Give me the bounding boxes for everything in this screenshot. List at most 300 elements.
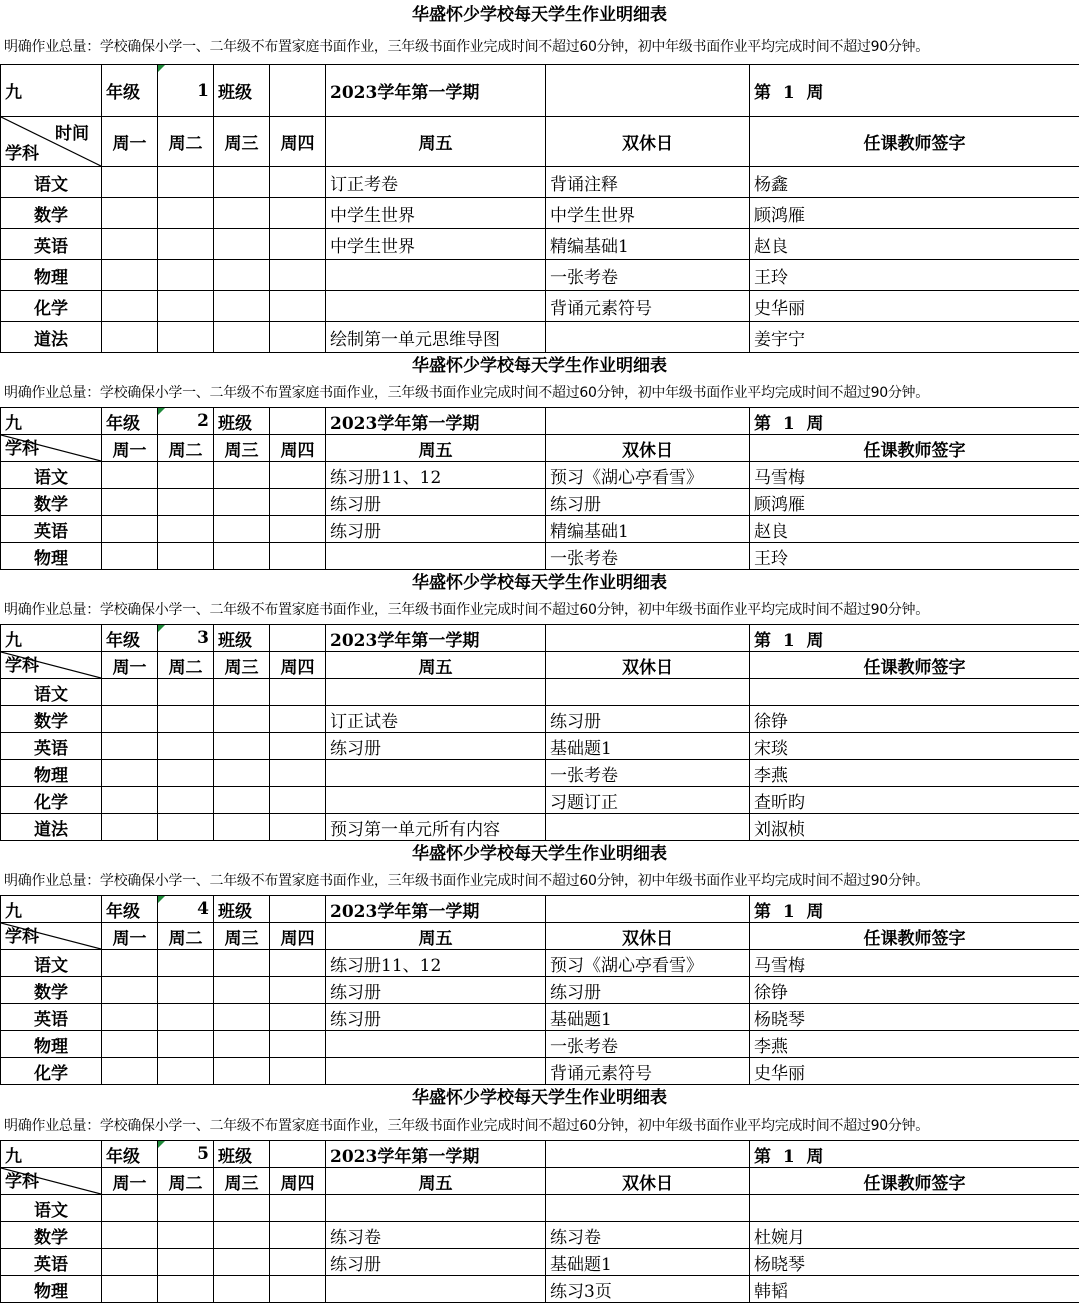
subject-name: 英语 [1,733,102,760]
day-header: 周一 [102,923,158,950]
empty-cell [270,167,326,198]
weekend-homework: 练习3页 [546,1276,750,1303]
subject-row [1,760,1079,787]
homework-table [0,1140,1079,1303]
empty-cell [270,977,326,1004]
weekend-homework: 基础题1 [546,1004,750,1031]
teacher-signature: 姜宇宁 [750,322,1079,353]
day-header: 任课教师签字 [750,435,1079,462]
empty-cell [102,229,158,260]
term-label: 2023学年第一学期 [326,625,546,652]
sheet-title: 华盛怀少学校每天学生作业明细表 [0,1085,1079,1112]
empty-cell [158,260,214,291]
day-header: 周一 [102,1168,158,1195]
weekend-homework: 基础题1 [546,1249,750,1276]
subject-name: 物理 [1,1031,102,1058]
subject-name: 道法 [1,322,102,353]
weekend-homework: 练习册 [546,977,750,1004]
info-row [1,1141,1079,1168]
subject-row [1,543,1079,570]
teacher-signature: 杨晓琴 [750,1249,1079,1276]
subject-row [1,1004,1079,1031]
empty-cell [214,814,270,841]
empty-cell [214,167,270,198]
class-label: 班级 [214,896,270,923]
weekend-homework: 一张考卷 [546,760,750,787]
empty-cell [214,1004,270,1031]
empty-cell [214,760,270,787]
header-row [1,923,1079,950]
day-header: 周二 [158,1168,214,1195]
schedule-block [0,1085,1079,1303]
empty-cell [214,1058,270,1085]
empty-cell [270,1058,326,1085]
empty-cell [158,543,214,570]
subject-name: 化学 [1,291,102,322]
empty-cell [102,198,158,229]
day-header: 周四 [270,1168,326,1195]
teacher-signature: 顾鸿雁 [750,198,1079,229]
teacher-signature: 赵良 [750,516,1079,543]
subject-row [1,260,1079,291]
empty-cell [214,679,270,706]
subject-name: 语文 [1,679,102,706]
homework-table [0,895,1079,1085]
class-label: 班级 [214,65,270,117]
sheet-title: 华盛怀少学校每天学生作业明细表 [0,570,1079,597]
teacher-signature: 宋琰 [750,733,1079,760]
empty-cell [214,977,270,1004]
day-header: 任课教师签字 [750,923,1079,950]
empty-cell [214,198,270,229]
teacher-signature: 查昕昀 [750,787,1079,814]
weekend-homework [546,322,750,353]
weekend-homework: 预习《湖心亭看雪》 [546,950,750,977]
sheet-title: 华盛怀少学校每天学生作业明细表 [0,0,1079,30]
weekend-homework: 背诵元素符号 [546,1058,750,1085]
homework-table [0,64,1079,353]
day-header: 周二 [158,923,214,950]
empty-cell [270,896,326,923]
empty-cell [270,291,326,322]
empty-cell [102,1058,158,1085]
empty-cell [102,1195,158,1222]
empty-cell [270,462,326,489]
empty-cell [102,977,158,1004]
empty-cell [158,1222,214,1249]
empty-cell [102,950,158,977]
weekend-homework: 练习册 [546,489,750,516]
empty-cell [270,1249,326,1276]
friday-homework: 练习册 [326,516,546,543]
friday-homework: 练习册 [326,733,546,760]
empty-cell [102,733,158,760]
subject-row [1,198,1079,229]
day-header: 双休日 [546,117,750,167]
friday-homework [326,679,546,706]
teacher-signature: 杨晓琴 [750,1004,1079,1031]
weekend-homework: 背诵注释 [546,167,750,198]
empty-cell [214,489,270,516]
info-row [1,625,1079,652]
empty-cell [270,760,326,787]
empty-cell [270,516,326,543]
day-header: 周三 [214,435,270,462]
empty-cell [546,65,750,117]
empty-cell [214,1195,270,1222]
empty-cell [158,1249,214,1276]
grade-value: 九 [1,1141,102,1168]
subject-row [1,462,1079,489]
corner-subject-label: 学科 [5,652,39,677]
subject-row [1,322,1079,353]
corner-time-label: 时间 [55,119,89,144]
empty-cell [158,489,214,516]
corner-header [1,923,102,950]
teacher-signature [750,1195,1079,1222]
day-header: 双休日 [546,923,750,950]
subject-row [1,1195,1079,1222]
teacher-signature: 赵良 [750,229,1079,260]
workload-notice: 明确作业总量：学校确保小学一、二年级不布置家庭书面作业，三年级书面作业完成时间不超过60分钟，初中年级书面作业平均完成时间不超过90分钟。 [0,1112,1079,1140]
subject-row [1,1249,1079,1276]
teacher-signature: 杜婉月 [750,1222,1079,1249]
empty-cell [270,950,326,977]
empty-cell [158,1195,214,1222]
empty-cell [158,977,214,1004]
empty-cell [158,291,214,322]
subject-name: 道法 [1,814,102,841]
corner-subject-label: 学科 [5,435,39,460]
subject-row [1,679,1079,706]
subject-row [1,706,1079,733]
day-header: 周四 [270,435,326,462]
subject-row [1,1276,1079,1303]
empty-cell [270,625,326,652]
day-header: 周三 [214,923,270,950]
subject-row [1,787,1079,814]
empty-cell [214,291,270,322]
empty-cell [214,1031,270,1058]
empty-cell [102,291,158,322]
day-header: 任课教师签字 [750,652,1079,679]
subject-row [1,733,1079,760]
class-number: 3 [158,625,214,652]
empty-cell [270,1031,326,1058]
subject-name: 数学 [1,489,102,516]
empty-cell [270,733,326,760]
weekend-homework [546,814,750,841]
empty-cell [102,167,158,198]
subject-name: 物理 [1,760,102,787]
day-header: 周二 [158,652,214,679]
term-label: 2023学年第一学期 [326,896,546,923]
day-header: 双休日 [546,435,750,462]
empty-cell [158,1031,214,1058]
friday-homework: 订正考卷 [326,167,546,198]
subject-row [1,1031,1079,1058]
day-header: 双休日 [546,1168,750,1195]
teacher-signature: 马雪梅 [750,462,1079,489]
term-label: 2023学年第一学期 [326,1141,546,1168]
weekend-homework: 精编基础1 [546,516,750,543]
header-row [1,435,1079,462]
empty-cell [270,198,326,229]
sheet-title: 华盛怀少学校每天学生作业明细表 [0,841,1079,868]
empty-cell [270,706,326,733]
teacher-signature: 徐铮 [750,706,1079,733]
empty-cell [102,679,158,706]
day-header: 周四 [270,652,326,679]
empty-cell [102,322,158,353]
empty-cell [214,1276,270,1303]
week-label: 第 1 周 [750,1141,1079,1168]
teacher-signature: 马雪梅 [750,950,1079,977]
grade-label: 年级 [102,65,158,117]
workload-notice: 明确作业总量：学校确保小学一、二年级不布置家庭书面作业，三年级书面作业完成时间不超过60分钟，初中年级书面作业平均完成时间不超过90分钟。 [0,30,1079,64]
empty-cell [270,229,326,260]
subject-name: 英语 [1,1004,102,1031]
teacher-signature: 史华丽 [750,1058,1079,1085]
friday-homework [326,260,546,291]
subject-row [1,1058,1079,1085]
term-label: 2023学年第一学期 [326,65,546,117]
empty-cell [158,167,214,198]
empty-cell [158,950,214,977]
empty-cell [270,1004,326,1031]
friday-homework [326,291,546,322]
friday-homework: 中学生世界 [326,198,546,229]
friday-homework: 中学生世界 [326,229,546,260]
friday-homework [326,1058,546,1085]
day-header: 周五 [326,435,546,462]
empty-cell [270,322,326,353]
subject-row [1,229,1079,260]
grade-value: 九 [1,65,102,117]
teacher-signature: 徐铮 [750,977,1079,1004]
grade-label: 年级 [102,625,158,652]
friday-homework: 练习册11、12 [326,950,546,977]
class-number: 5 [158,1141,214,1168]
corner-header [1,652,102,679]
empty-cell [158,706,214,733]
empty-cell [214,1222,270,1249]
subject-name: 英语 [1,516,102,543]
empty-cell [270,814,326,841]
class-number: 4 [158,896,214,923]
subject-name: 数学 [1,1222,102,1249]
empty-cell [270,1222,326,1249]
empty-cell [158,1058,214,1085]
day-header: 周五 [326,117,546,167]
workload-notice: 明确作业总量：学校确保小学一、二年级不布置家庭书面作业，三年级书面作业完成时间不超过60分钟，初中年级书面作业平均完成时间不超过90分钟。 [0,379,1079,407]
subject-name: 语文 [1,1195,102,1222]
empty-cell [270,489,326,516]
week-label: 第 1 周 [750,408,1079,435]
empty-cell [214,462,270,489]
friday-homework [326,1276,546,1303]
empty-cell [102,543,158,570]
day-header: 周一 [102,652,158,679]
weekend-homework: 中学生世界 [546,198,750,229]
weekend-homework: 一张考卷 [546,543,750,570]
subject-row [1,977,1079,1004]
weekend-homework: 一张考卷 [546,1031,750,1058]
day-header: 周四 [270,923,326,950]
week-label: 第 1 周 [750,625,1079,652]
empty-cell [270,679,326,706]
schedule-block [0,841,1079,1085]
empty-cell [214,229,270,260]
corner-subject-label: 学科 [5,923,39,948]
friday-homework: 练习册 [326,1004,546,1031]
teacher-signature [750,679,1079,706]
teacher-signature: 韩韬 [750,1276,1079,1303]
weekend-homework: 练习册 [546,706,750,733]
subject-row [1,516,1079,543]
empty-cell [546,625,750,652]
sheet-title: 华盛怀少学校每天学生作业明细表 [0,353,1079,379]
weekend-homework: 基础题1 [546,733,750,760]
empty-cell [158,760,214,787]
teacher-signature: 刘淑桢 [750,814,1079,841]
day-header: 周五 [326,923,546,950]
grade-value: 九 [1,896,102,923]
day-header: 双休日 [546,652,750,679]
empty-cell [546,1141,750,1168]
weekend-homework [546,1195,750,1222]
class-number: 1 [158,65,214,117]
empty-cell [270,543,326,570]
empty-cell [158,229,214,260]
weekend-homework: 一张考卷 [546,260,750,291]
subject-name: 语文 [1,462,102,489]
term-label: 2023学年第一学期 [326,408,546,435]
empty-cell [214,1249,270,1276]
subject-name: 英语 [1,229,102,260]
subject-row [1,489,1079,516]
corner-header [1,117,102,167]
empty-cell [214,950,270,977]
friday-homework [326,760,546,787]
empty-cell [158,679,214,706]
empty-cell [214,733,270,760]
class-label: 班级 [214,625,270,652]
empty-cell [158,733,214,760]
friday-homework: 练习册 [326,489,546,516]
header-row [1,652,1079,679]
day-header: 周三 [214,117,270,167]
empty-cell [270,1141,326,1168]
day-header: 周四 [270,117,326,167]
teacher-signature: 王玲 [750,543,1079,570]
friday-homework [326,1031,546,1058]
day-header: 任课教师签字 [750,117,1079,167]
empty-cell [102,706,158,733]
empty-cell [158,787,214,814]
teacher-signature: 杨鑫 [750,167,1079,198]
workload-notice: 明确作业总量：学校确保小学一、二年级不布置家庭书面作业，三年级书面作业完成时间不超过60分钟，初中年级书面作业平均完成时间不超过90分钟。 [0,868,1079,895]
empty-cell [270,1276,326,1303]
empty-cell [158,322,214,353]
empty-cell [214,516,270,543]
weekend-homework [546,679,750,706]
friday-homework [326,543,546,570]
subject-name: 数学 [1,977,102,1004]
corner-subject-label: 学科 [5,1168,39,1193]
empty-cell [270,260,326,291]
empty-cell [102,489,158,516]
empty-cell [102,516,158,543]
friday-homework: 练习册 [326,1249,546,1276]
homework-table [0,407,1079,570]
empty-cell [102,1004,158,1031]
empty-cell [102,1276,158,1303]
friday-homework [326,1195,546,1222]
empty-cell [214,787,270,814]
subject-name: 英语 [1,1249,102,1276]
friday-homework: 练习卷 [326,1222,546,1249]
empty-cell [546,408,750,435]
teacher-signature: 顾鸿雁 [750,489,1079,516]
subject-name: 化学 [1,1058,102,1085]
subject-name: 化学 [1,787,102,814]
corner-header [1,435,102,462]
header-row [1,117,1079,167]
subject-name: 数学 [1,706,102,733]
grade-value: 九 [1,625,102,652]
empty-cell [158,198,214,229]
subject-name: 物理 [1,1276,102,1303]
empty-cell [102,814,158,841]
homework-table [0,624,1079,841]
empty-cell [102,787,158,814]
day-header: 任课教师签字 [750,1168,1079,1195]
weekend-homework: 精编基础1 [546,229,750,260]
weekend-homework: 背诵元素符号 [546,291,750,322]
empty-cell [214,706,270,733]
week-label: 第 1 周 [750,896,1079,923]
schedule-block [0,0,1079,353]
grade-value: 九 [1,408,102,435]
subject-name: 物理 [1,543,102,570]
subject-name: 物理 [1,260,102,291]
empty-cell [546,896,750,923]
schedule-block [0,570,1079,841]
subject-row [1,291,1079,322]
day-header: 周一 [102,117,158,167]
subject-name: 语文 [1,167,102,198]
empty-cell [158,814,214,841]
class-number: 2 [158,408,214,435]
info-row [1,408,1079,435]
teacher-signature: 王玲 [750,260,1079,291]
empty-cell [102,260,158,291]
empty-cell [158,516,214,543]
day-header: 周五 [326,1168,546,1195]
empty-cell [158,1004,214,1031]
empty-cell [270,65,326,117]
subject-row [1,950,1079,977]
class-label: 班级 [214,408,270,435]
friday-homework: 绘制第一单元思维导图 [326,322,546,353]
teacher-signature: 史华丽 [750,291,1079,322]
empty-cell [214,260,270,291]
info-row [1,896,1079,923]
empty-cell [214,543,270,570]
empty-cell [102,1031,158,1058]
grade-label: 年级 [102,1141,158,1168]
